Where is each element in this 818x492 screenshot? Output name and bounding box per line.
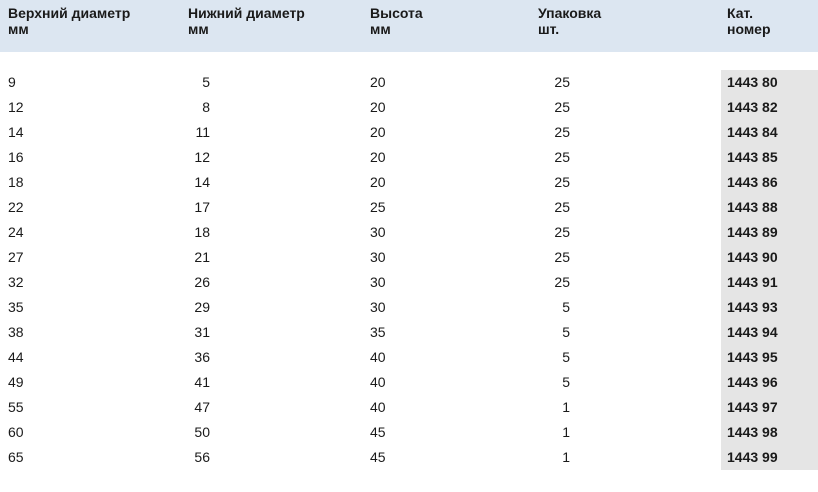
top-diameter-cell: 35	[8, 299, 24, 315]
top-diameter-cell: 9	[8, 74, 16, 90]
top-diameter-cell: 27	[8, 249, 24, 265]
height-cell: 20	[370, 99, 386, 115]
table-row	[0, 395, 818, 420]
header-package-label: Упаковка	[538, 5, 602, 21]
height-cell: 30	[370, 299, 386, 315]
bottom-diameter-cell: 17	[194, 199, 210, 215]
catalog-number-cell: 1443 85	[721, 145, 818, 170]
height-cell: 40	[370, 374, 386, 390]
catalog-number-cell: 1443 97	[721, 395, 818, 420]
height-cell: 20	[370, 124, 386, 140]
bottom-diameter-cell: 12	[194, 149, 210, 165]
top-diameter-cell: 22	[8, 199, 24, 215]
bottom-diameter-cell: 29	[194, 299, 210, 315]
height-cell: 20	[370, 174, 386, 190]
catalog-number-cell: 1443 96	[721, 370, 818, 395]
header-bottom-diameter-label: Нижний диаметр	[188, 5, 305, 21]
package-cell: 5	[562, 374, 570, 390]
package-cell: 25	[554, 174, 570, 190]
catalog-number-cell: 1443 99	[721, 445, 818, 470]
header-height-label: Высота	[370, 5, 423, 21]
header-catalog-number	[727, 5, 771, 37]
catalog-number-cell: 1443 80	[721, 70, 818, 95]
height-cell: 40	[370, 399, 386, 415]
table-row	[0, 295, 818, 320]
table-row	[0, 320, 818, 345]
header-top-diameter-unit: мм	[8, 21, 29, 37]
package-cell: 5	[562, 299, 570, 315]
top-diameter-cell: 49	[8, 374, 24, 390]
top-diameter-cell: 65	[8, 449, 24, 465]
height-cell: 40	[370, 349, 386, 365]
header-package-unit: шт.	[538, 21, 560, 37]
top-diameter-cell: 24	[8, 224, 24, 240]
table-row	[0, 420, 818, 445]
table-body	[0, 70, 818, 470]
top-diameter-cell: 12	[8, 99, 24, 115]
height-cell: 30	[370, 224, 386, 240]
bottom-diameter-cell: 56	[194, 449, 210, 465]
bottom-diameter-cell: 36	[194, 349, 210, 365]
catalog-number-cell: 1443 98	[721, 420, 818, 445]
header-top-diameter-label: Верхний диаметр	[8, 5, 131, 21]
bottom-diameter-cell: 47	[194, 399, 210, 415]
height-cell: 25	[370, 199, 386, 215]
header-bottom-diameter-unit: мм	[188, 21, 209, 37]
catalog-number-cell: 1443 90	[721, 245, 818, 270]
top-diameter-cell: 16	[8, 149, 24, 165]
table-row	[0, 220, 818, 245]
table-row	[0, 95, 818, 120]
top-diameter-cell: 32	[8, 274, 24, 290]
header-top-diameter	[8, 5, 130, 37]
package-cell: 25	[554, 99, 570, 115]
bottom-diameter-cell: 26	[194, 274, 210, 290]
height-cell: 45	[370, 424, 386, 440]
bottom-diameter-cell: 18	[194, 224, 210, 240]
table-row	[0, 195, 818, 220]
top-diameter-cell: 14	[8, 124, 24, 140]
package-cell: 1	[562, 399, 570, 415]
catalog-number-cell: 1443 86	[721, 170, 818, 195]
header-height	[370, 5, 423, 37]
package-cell: 25	[554, 124, 570, 140]
package-cell: 1	[562, 449, 570, 465]
height-cell: 30	[370, 274, 386, 290]
header-height-unit: мм	[370, 21, 391, 37]
catalog-number-cell: 1443 84	[721, 120, 818, 145]
catalog-number-cell: 1443 93	[721, 295, 818, 320]
catalog-number-cell: 1443 89	[721, 220, 818, 245]
table-row	[0, 120, 818, 145]
package-cell: 25	[554, 149, 570, 165]
package-cell: 5	[562, 324, 570, 340]
header-catalog-sublabel: номер	[727, 21, 771, 37]
bottom-diameter-cell: 11	[195, 124, 210, 140]
bottom-diameter-cell: 14	[194, 174, 210, 190]
height-cell: 30	[370, 249, 386, 265]
bottom-diameter-cell: 8	[202, 99, 210, 115]
package-cell: 25	[554, 274, 570, 290]
height-cell: 20	[370, 149, 386, 165]
catalog-number-cell: 1443 82	[721, 95, 818, 120]
top-diameter-cell: 55	[8, 399, 24, 415]
height-cell: 20	[370, 74, 386, 90]
bottom-diameter-cell: 5	[202, 74, 210, 90]
table-row	[0, 445, 818, 470]
table-row	[0, 270, 818, 295]
top-diameter-cell: 60	[8, 424, 24, 440]
table-header	[0, 0, 818, 52]
catalog-number-cell: 1443 95	[721, 345, 818, 370]
catalog-number-cell: 1443 91	[721, 270, 818, 295]
height-cell: 35	[370, 324, 386, 340]
table-row	[0, 345, 818, 370]
header-bottom-diameter	[188, 5, 305, 37]
package-cell: 25	[554, 249, 570, 265]
catalog-number-cell: 1443 94	[721, 320, 818, 345]
table-row	[0, 70, 818, 95]
table-row	[0, 145, 818, 170]
package-cell: 1	[562, 424, 570, 440]
package-cell: 25	[554, 199, 570, 215]
top-diameter-cell: 44	[8, 349, 24, 365]
bottom-diameter-cell: 21	[194, 249, 210, 265]
package-cell: 5	[562, 349, 570, 365]
catalog-number-cell: 1443 88	[721, 195, 818, 220]
package-cell: 25	[554, 224, 570, 240]
table-row	[0, 245, 818, 270]
package-cell: 25	[554, 74, 570, 90]
top-diameter-cell: 18	[8, 174, 24, 190]
table-row	[0, 170, 818, 195]
top-diameter-cell: 38	[8, 324, 24, 340]
table-row	[0, 370, 818, 395]
bottom-diameter-cell: 41	[194, 374, 210, 390]
height-cell: 45	[370, 449, 386, 465]
bottom-diameter-cell: 50	[194, 424, 210, 440]
header-package	[538, 5, 601, 37]
bottom-diameter-cell: 31	[194, 324, 210, 340]
header-catalog-label: Кат.	[727, 5, 754, 21]
